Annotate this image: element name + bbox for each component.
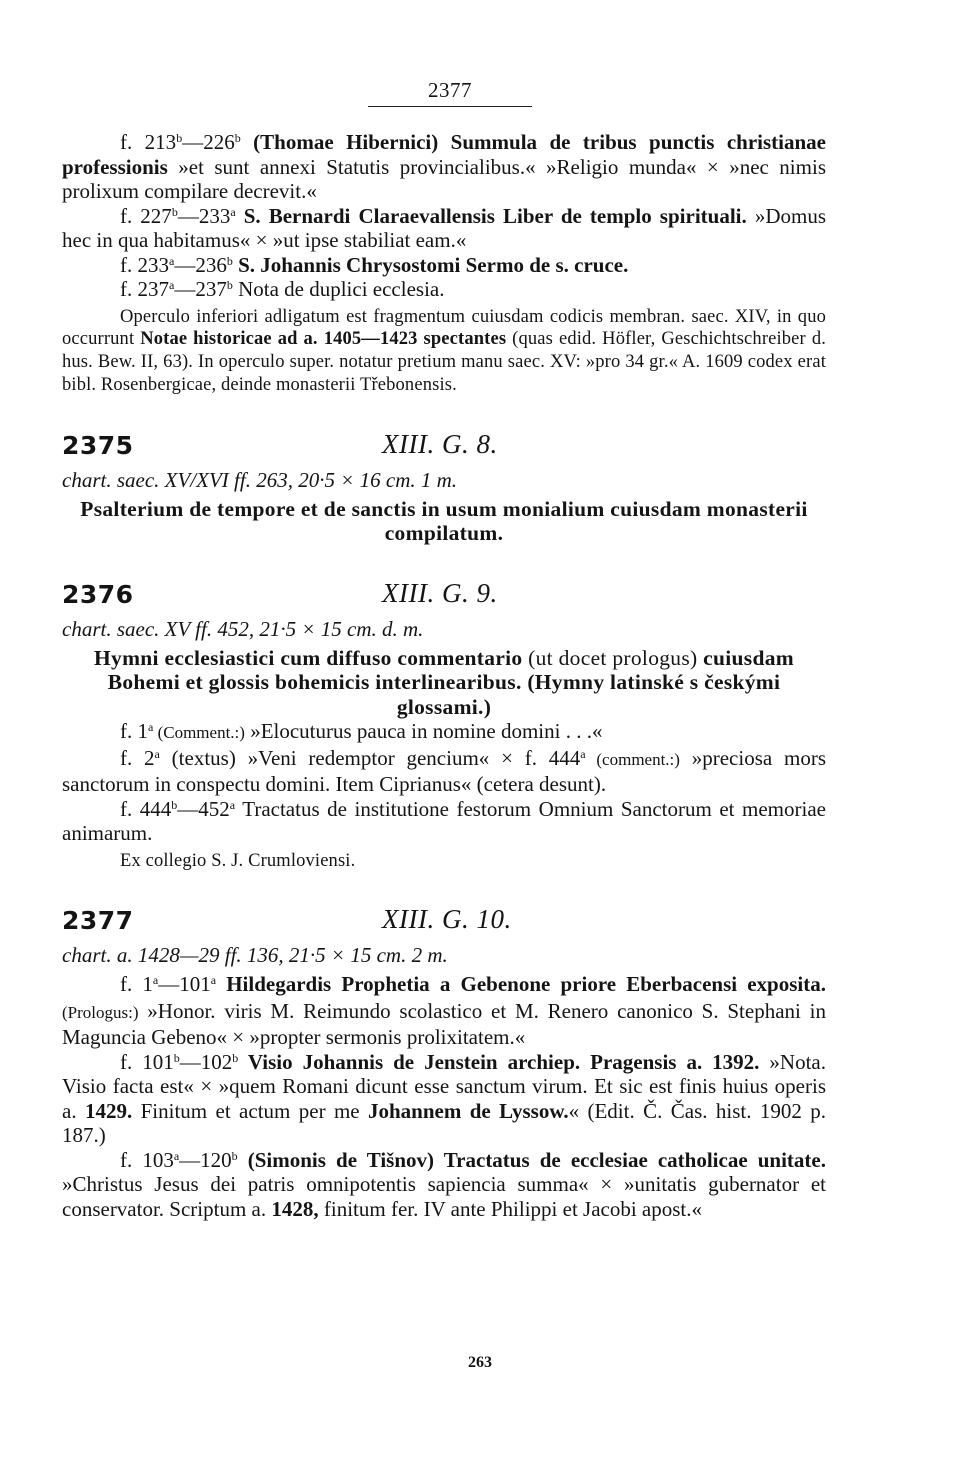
folio-ref: f. 444: [120, 796, 172, 821]
item-text: Nota de duplici ecclesia.: [238, 277, 445, 301]
item-213-226: [62, 130, 826, 204]
entry-number: 2377: [62, 906, 134, 936]
entry-number: 2376: [62, 579, 134, 609]
title-part: cuiusdam Bohemi et glossis bohemicis interlinearibus. (Hymny latinské s českými glossami.): [107, 645, 794, 719]
colophon-text: Finitum et actum per me: [132, 1098, 368, 1123]
note-text: Operculo inferiori adligatum est fragmentum cuiusdam codicis membran. saec. XIV, in quo occurrunt: [62, 306, 826, 350]
entry-title: [62, 646, 826, 720]
explicit: »preciosa mors sanctorum in conspectu domini. Item Ciprianus« (cetera desunt).: [62, 745, 827, 797]
shelfmark: XIII. G. 10.: [382, 904, 512, 935]
folio-ref: f. 213: [120, 130, 177, 154]
folio-ref: f. 2: [120, 745, 155, 770]
folio-side: b: [171, 204, 178, 219]
folio-side: b: [171, 797, 178, 812]
incipit-explicit: »Honor. viris M. Reimundo scolastico et M. Renero canonico S. Stephani in Maguncia Gebeno« × »propter sermonis prolixitatem.«: [62, 998, 826, 1050]
codicological-note: [62, 306, 826, 397]
physical-description: chart. saec. XV ff. 452, 21·5 × 15 cm. d. m.: [62, 616, 424, 641]
folio-side: b: [176, 131, 183, 145]
item-444-452: [62, 797, 826, 846]
shelfmark: XIII. G. 8.: [382, 428, 498, 459]
folio-ref: f. 233: [120, 252, 169, 277]
folio-side: a: [229, 797, 236, 812]
folio-side: a: [169, 253, 175, 268]
folio-range: —120: [179, 1147, 232, 1172]
folio-ref: f. 1: [120, 972, 153, 997]
folio-side: a: [210, 973, 217, 988]
incipit: (textus) »Veni redemptor gencium« × f. 444: [159, 745, 581, 770]
incipit-explicit: »Domus hec in qua habitamus« × »ut ipse stabiliat eam.«: [62, 203, 826, 252]
entry-header-2377: [62, 898, 826, 938]
folio-range: —236: [174, 252, 227, 277]
work-title: (Thomae Hibernici) Summula de tribus punctis christianae professionis: [62, 130, 826, 179]
year: 1428,: [271, 1196, 319, 1221]
folio-side: b: [173, 1050, 180, 1065]
edition-ref: « (Edit. Č. Čas. hist. 1902 p. 187.): [62, 1098, 826, 1148]
incipit-explicit: »et sunt annexi Statutis provincialibus.« »Religio munda« × »nec nimis prolixum compilare decrevit.«: [62, 154, 826, 203]
folio-ref: f. 101: [120, 1049, 174, 1074]
colophon-text: finitum fer. IV ante Philippi et Jacobi apost.«: [318, 1196, 703, 1221]
year: 1429.: [84, 1098, 133, 1123]
scribe-name: Johannem de Lyssow.: [368, 1098, 569, 1123]
note-bold-text: Notae historicae ad a. 1405—1423 spectantes: [140, 329, 507, 350]
folio-ref: f. 237: [120, 277, 169, 301]
folio-range: —101: [158, 972, 211, 997]
item-233-236: [62, 253, 826, 278]
folio-ref: f. 103: [120, 1147, 174, 1172]
folio-range: —226: [182, 130, 235, 154]
folio-range: —233: [177, 203, 231, 228]
folio-ref: f. 227: [120, 203, 172, 228]
folio-side: b: [226, 253, 233, 268]
incipit-explicit: »Christus Jesus dei patris omnipotentis sapiencia summa« × »unitatis gubernator et conservator. Scriptum a.: [62, 1172, 826, 1221]
folio-range: —237: [174, 277, 227, 301]
work-title: S. Johannis Chrysostomi Sermo de s. cruce.: [238, 252, 629, 277]
work-title: Visio Johannis de Jenstein archiep. Pragensis a. 1392.: [238, 1049, 760, 1074]
item-237: [62, 277, 826, 302]
folio-side: b: [231, 1148, 238, 1163]
work-title: (Simonis de Tišnov) Tractatus de ecclesiae catholicae unitate.: [237, 1147, 826, 1172]
item-103-120: [62, 1148, 826, 1222]
running-head: 2377: [428, 78, 472, 102]
folio-range: —452: [177, 796, 230, 821]
entry-number: 2375: [62, 430, 134, 460]
folio-ref: f. 1: [120, 719, 148, 744]
item-1: [62, 719, 826, 746]
incipit-explicit: »Nota. Visio facta est« × »quem Romani dicunt esse sanctum virum. Et sic est finis huius operis a.: [62, 1049, 827, 1123]
item-101-102: [62, 1050, 826, 1148]
folio-side: b: [226, 278, 233, 292]
note-text: (quas edid. Höfler, Geschichtschreiber d. hus. Bew. II, 63). In operculo super. notatur pretium manu saec. XV: »pro 34 gr.« A. 1609 codex erat bibl. Rosenbergicae, deinde monasterii Třebonensis.: [62, 329, 826, 395]
folio-side: a: [148, 720, 154, 735]
section-label: (comment.:): [585, 749, 680, 769]
item-1-101: [62, 972, 826, 1050]
folio-side: a: [154, 746, 160, 761]
provenance-note: Ex collegio S. J. Crumloviensi.: [120, 850, 356, 871]
folio-side: a: [173, 1148, 180, 1163]
item-2: [62, 746, 826, 797]
work-title: Hildegardis Prophetia a Gebenone priore Eberbacensi exposita.: [216, 972, 826, 997]
shelfmark: XIII. G. 9.: [382, 577, 498, 608]
entry-title: Psalterium de tempore et de sanctis in usum monialium cuiusdam monasterii compilatum.: [80, 496, 808, 546]
physical-description: chart. saec. XV/XVI ff. 263, 20·5 × 16 cm. 1 m.: [62, 467, 458, 492]
work-title: S. Bernardi Claraevallensis Liber de templo spirituali.: [243, 203, 747, 228]
folio-range: —102: [179, 1049, 233, 1074]
folio-side: a: [169, 278, 175, 292]
item-227-233: [62, 204, 826, 253]
page-body: [62, 130, 826, 1221]
title-part: Hymni ecclesiastici cum diffuso commentario: [94, 645, 523, 670]
entry-header-2376: [62, 572, 826, 612]
header-rule: [368, 106, 532, 107]
page-number: 263: [468, 1354, 492, 1371]
folio-side: a: [152, 973, 159, 988]
folio-side: b: [232, 1050, 239, 1065]
item-text: Tractatus de institutione festorum Omnium Sanctorum et memoriae animarum.: [62, 796, 826, 846]
incipit: »Elocuturus pauca in nomine domini . . .«: [244, 719, 603, 744]
folio-side: b: [234, 131, 241, 145]
folio-side: a: [580, 746, 586, 761]
physical-description: chart. a. 1428—29 ff. 136, 21·5 × 15 cm. 2 m.: [62, 943, 448, 968]
entry-header-2375: [62, 423, 826, 463]
folio-side: a: [230, 204, 236, 219]
section-label: (Comment.:): [153, 723, 245, 743]
title-note: (ut docet prologus): [522, 645, 704, 670]
section-label: (Prologus:): [62, 1002, 139, 1022]
